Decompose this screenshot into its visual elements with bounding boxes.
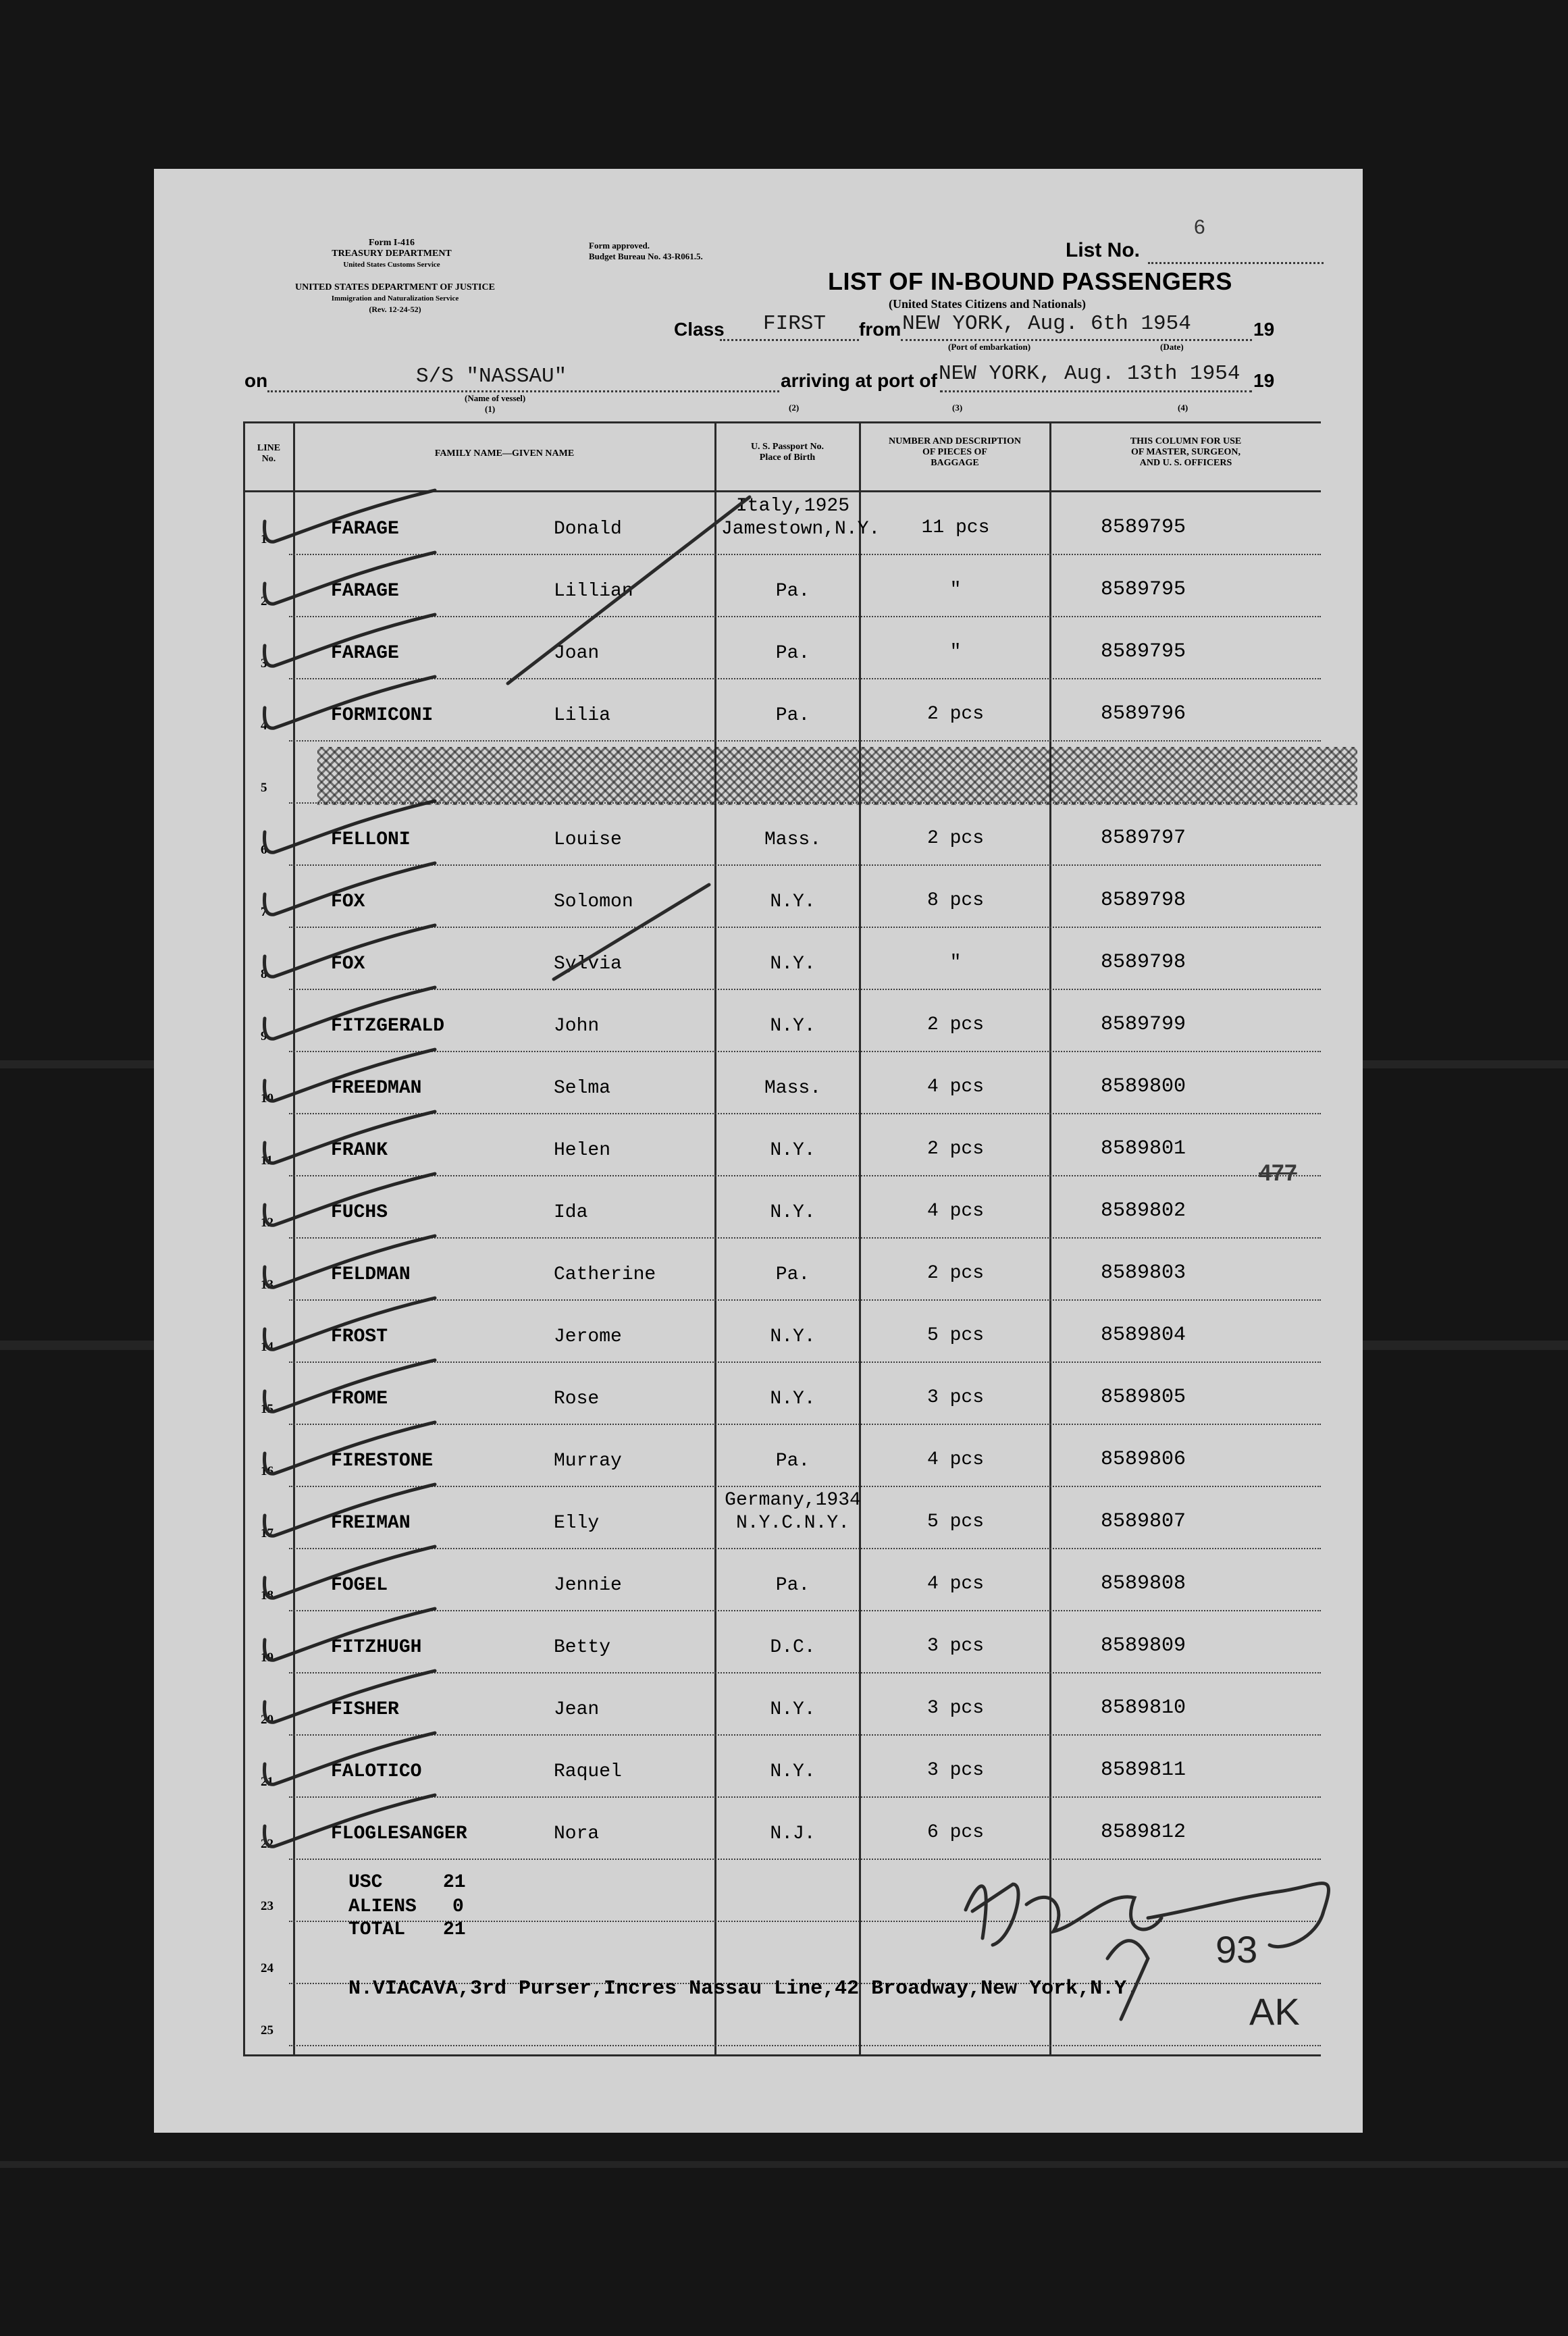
given-name: Lilia [554,705,611,726]
margin-note: 477 [1259,1160,1297,1186]
place-of-birth: N.Y. [770,1388,816,1409]
officer-number: 8589795 [1101,640,1186,663]
given-name: Catherine [554,1264,656,1285]
line-number: 19 [261,1651,273,1665]
arriving-line [940,390,1252,392]
family-name: FUCHS [331,1202,388,1223]
check-mark-icon [259,1420,462,1480]
check-mark-icon [259,488,462,548]
approved-label: Form approved. [589,240,650,251]
line-number: 22 [261,1837,273,1851]
vessel-caption: (Name of vessel) [465,393,526,403]
check-mark-icon [259,798,462,859]
officer-number: 8589803 [1101,1262,1186,1284]
given-name: Jennie [554,1575,622,1596]
treasury-label: TREASURY DEPARTMENT [332,249,452,259]
family-name: FITZGERALD [331,1016,445,1037]
header-officers [1051,436,1321,469]
officer-number: 8589798 [1101,889,1186,912]
given-name: Jean [554,1699,600,1720]
line-number: 21 [261,1775,273,1789]
officer-number: 8589800 [1101,1075,1186,1098]
officer-number: 8589799 [1101,1013,1186,1036]
justice-label: UNITED STATES DEPARTMENT OF JUSTICE [295,282,495,292]
class-line [720,339,859,341]
line-number: 1 [261,532,267,546]
from-label: from [859,319,901,340]
ins-label: Immigration and Naturalization Service [331,294,459,303]
baggage-count: 2 pcs [926,704,984,725]
family-name: FISHER [331,1699,399,1720]
family-name: FARAGE [331,581,399,602]
given-name: John [554,1016,600,1037]
officer-number: 8589798 [1101,951,1186,974]
check-mark-icon [259,860,462,921]
header-officers-b: OF MASTER, SURGEON, [1130,447,1241,457]
line-number: 13 [261,1278,273,1292]
place-of-birth: N.Y. [770,1016,816,1037]
list-no-value: 6 [1194,216,1205,238]
check-mark-icon [259,1171,462,1232]
officer-number: 8589796 [1101,702,1186,725]
stamp-number: 93 [1216,1928,1258,1971]
year-prefix: 19 [1253,319,1275,340]
officer-number: 8589807 [1101,1510,1186,1533]
baggage-count: 4 pcs [926,1076,984,1097]
line-number: 16 [261,1464,273,1478]
given-name: Jerome [554,1326,622,1347]
from-line [901,339,1252,341]
place-of-birth: N.Y. [770,1761,816,1782]
birth-country-year: Italy,1925 [735,496,850,517]
col-divider-passport [859,421,861,2056]
line-number: 15 [261,1402,273,1416]
family-name: FROST [331,1326,388,1347]
place-of-birth: Pa. [775,705,810,726]
check-mark-icon [259,1482,462,1542]
vessel-col-number: (1) [485,404,496,414]
officer-number: 8589802 [1101,1199,1186,1222]
aliens-label: ALIENS [348,1896,417,1917]
header-passport-a: U. S. Passport No. [750,442,825,452]
baggage-count: 2 pcs [926,828,984,849]
place-of-birth: Jamestown,N.Y. [721,519,881,540]
col-number-2: (2) [789,403,800,413]
rev-label: (Rev. 12-24-52) [369,305,421,314]
line-number: 5 [261,781,267,795]
given-name: Nora [554,1823,600,1844]
officer-number: 8589809 [1101,1634,1186,1657]
line-number: 18 [261,1588,273,1603]
stamp-initials: AK [1249,1990,1300,2033]
purser-signature-line: N.VIACAVA,3rd Purser,Incres Nassau Line,42 Broadway,New York,N.Y. [348,1977,1139,2000]
baggage-count: 4 pcs [926,1201,984,1222]
baggage-count: 3 pcs [926,1387,984,1408]
customs-label: United States Customs Service [343,261,440,269]
baggage-count: 2 pcs [926,1139,984,1160]
baggage-count: 8 pcs [926,890,984,911]
line-number: 25 [261,2023,273,2037]
line-number: 4 [261,719,267,733]
budget-label: Budget Bureau No. 43-R061.5. [589,251,703,261]
place-of-birth: N.Y. [770,1202,816,1223]
port-caption: (Port of embarkation) [948,342,1031,352]
table-top-border [243,421,1321,423]
header-line-no-b: No. [261,454,276,464]
baggage-count: 4 pcs [926,1449,984,1470]
baggage-count: 3 pcs [926,1760,984,1781]
given-name: Selma [554,1078,611,1099]
place-of-birth: N.Y. [770,891,816,912]
family-name: FIRESTONE [331,1451,434,1472]
table-bottom-border [243,2054,1321,2056]
family-name: FLOGLESANGER [331,1823,467,1844]
given-name: Solomon [554,891,633,912]
line-number: 9 [261,1029,267,1043]
header-line-no-a: LINE [257,443,281,453]
list-no-label: List No. [1066,239,1140,261]
header-baggage [860,436,1049,469]
row-rule [289,740,1321,742]
check-mark-icon [259,1109,462,1170]
header-passport-b: Place of Birth [759,452,816,463]
family-name: FARAGE [331,519,399,540]
total-label: TOTAL [348,1919,406,1940]
line-number: 17 [261,1526,273,1540]
col-number-4: (4) [1178,403,1188,413]
year-suffix: 19 [1253,370,1275,391]
given-name: Ida [554,1202,588,1223]
place-of-birth: N.Y. [770,1326,816,1347]
usc-count: 21 [443,1872,466,1893]
form-number: Form I-416 [368,238,415,248]
header-baggage-c: BAGGAGE [931,458,979,468]
family-name: FOX [331,891,365,912]
line-number: 7 [261,905,267,919]
line-number: 8 [261,967,267,981]
family-name: FORMICONI [331,705,434,726]
check-mark-icon [259,1295,462,1356]
given-name: Donald [554,519,622,540]
line-number: 24 [261,1961,273,1975]
check-mark-icon [259,674,462,735]
check-mark-icon [259,1606,462,1667]
baggage-count: " [949,642,962,663]
line-number: 11 [261,1153,273,1168]
officer-number: 8589806 [1101,1448,1186,1471]
baggage-count: " [949,579,962,600]
class-value: FIRST [763,312,827,336]
baggage-count: 2 pcs [926,1014,984,1035]
baggage-count: 3 pcs [926,1636,984,1657]
table-left-border [243,421,245,2056]
line-number: 12 [261,1216,273,1230]
check-mark-icon [259,1730,462,1791]
check-mark-icon [259,1668,462,1729]
class-label: Class [674,319,725,340]
place-of-birth: Mass. [764,1078,821,1099]
family-name: FELLONI [331,829,411,850]
family-name: FROME [331,1388,388,1409]
officer-number: 8589805 [1101,1386,1186,1409]
arriving-label: arriving at port of [781,370,937,391]
header-officers-c: AND U. S. OFFICERS [1139,458,1232,468]
row-rule [289,2045,1321,2046]
col-number-3: (3) [952,403,963,413]
check-mark-icon [259,923,462,983]
crossed-out-row [317,747,1357,805]
officer-number: 8589810 [1101,1696,1186,1719]
date-caption: (Date) [1160,342,1184,352]
place-of-birth: Pa. [775,1451,810,1472]
given-name: Sylvia [554,954,622,975]
officer-number: 8589812 [1101,1821,1186,1844]
place-of-birth: N.Y. [770,954,816,975]
header-passport [716,442,859,463]
line-number: 6 [261,843,267,857]
family-name: FALOTICO [331,1761,422,1782]
place-of-birth: Pa. [775,1575,810,1596]
family-name: FITZHUGH [331,1637,422,1658]
usc-label: USC [348,1872,383,1893]
list-no-line [1148,262,1324,264]
family-name: FRANK [331,1140,388,1161]
header-baggage-a: NUMBER AND DESCRIPTION [888,436,1022,446]
check-mark-icon [259,1047,462,1108]
line-number: 10 [261,1091,273,1106]
family-name: FARAGE [331,643,399,664]
check-mark-icon [259,985,462,1045]
family-name: FREEDMAN [331,1078,422,1099]
given-name: Raquel [554,1761,622,1782]
baggage-count: 4 pcs [926,1574,984,1594]
baggage-count: 5 pcs [926,1511,984,1532]
family-name: FOX [331,954,365,975]
given-name: Louise [554,829,622,850]
given-name: Betty [554,1637,611,1658]
scan-band [0,2161,1568,2168]
check-mark-icon [259,1544,462,1605]
given-name: Elly [554,1513,600,1534]
vessel-line [267,390,779,392]
family-name: FELDMAN [331,1264,411,1285]
col-divider-baggage [1049,421,1051,2056]
from-value: NEW YORK, Aug. 6th 1954 [902,312,1191,336]
header-baggage-b: OF PIECES OF [922,447,987,457]
vessel-name: S/S "NASSAU" [416,365,567,388]
given-name: Joan [554,643,600,664]
line-number: 14 [261,1340,273,1354]
place-of-birth: Pa. [775,581,810,602]
baggage-count: " [949,952,962,973]
baggage-count: 3 pcs [926,1698,984,1719]
place-of-birth: N.Y.C.N.Y. [735,1513,850,1534]
family-name: FOGEL [331,1575,388,1596]
row-rule [289,1859,1321,1860]
officer-number: 8589795 [1101,578,1186,601]
baggage-count: 11 pcs [921,517,990,538]
page-title: LIST OF IN-BOUND PASSENGERS [828,267,1232,295]
check-mark-icon [259,612,462,673]
total-count: 21 [443,1919,466,1940]
header-officers-a: THIS COLUMN FOR USE [1130,436,1242,446]
check-mark-icon [259,1357,462,1418]
col-divider-name [714,421,716,2056]
officer-number: 8589797 [1101,827,1186,850]
officer-number: 8589801 [1101,1137,1186,1160]
family-name: FREIMAN [331,1513,411,1534]
check-mark-icon [259,550,462,611]
page-subtitle: (United States Citizens and Nationals) [889,297,1087,311]
check-mark-icon [259,1233,462,1294]
place-of-birth: N.Y. [770,1140,816,1161]
given-name: Helen [554,1140,611,1161]
header-line-no [244,443,293,465]
place-of-birth: N.Y. [770,1699,816,1720]
on-label: on [244,370,268,391]
line-number: 23 [261,1899,273,1913]
given-name: Murray [554,1451,622,1472]
baggage-count: 2 pcs [926,1263,984,1284]
check-mark-icon [259,1792,462,1853]
officer-number: 8589804 [1101,1324,1186,1347]
place-of-birth: Pa. [775,1264,810,1285]
arriving-value: NEW YORK, Aug. 13th 1954 [939,362,1240,386]
line-number: 2 [261,594,267,608]
place-of-birth: Pa. [775,643,810,664]
given-name: Rose [554,1388,600,1409]
baggage-count: 5 pcs [926,1325,984,1346]
officer-number: 8589811 [1101,1759,1186,1782]
birth-country-year: Germany,1934 [725,1490,861,1511]
given-name: Lillian [554,581,633,602]
baggage-count: 6 pcs [926,1822,984,1843]
place-of-birth: D.C. [770,1637,816,1658]
place-of-birth: Mass. [764,829,821,850]
line-number: 3 [261,656,267,671]
aliens-count: 0 [452,1896,464,1917]
header-name: FAMILY NAME—GIVEN NAME [434,448,575,459]
officer-number: 8589795 [1101,516,1186,539]
officer-number: 8589808 [1101,1572,1186,1595]
place-of-birth: N.J. [770,1823,816,1844]
line-number: 20 [261,1713,273,1727]
